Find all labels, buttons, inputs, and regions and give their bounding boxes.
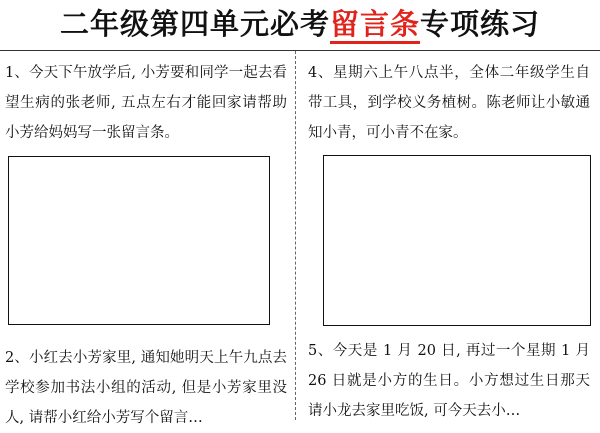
question-4: 4、星期六上午八点半，全体二年级学生自带工具，到学校义务植树。陈老师让小敏通知小青，可小青不在家。 [308, 65, 590, 141]
title-highlight: 留言条 [330, 7, 420, 44]
question-2: 2、小红去小芳家里, 通知她明天上午九点去学校参加书法小组的活动, 但是小芳家里没人, 请帮小红给小芳写个留言… [5, 350, 287, 426]
title-prefix: 二年级第四单元必考 [59, 7, 330, 41]
column-divider [295, 51, 296, 420]
question-1: 1、今天下午放学后, 小芳要和同学一起去看望生病的张老师, 五点左右才能回家请帮助小芳给妈妈写一张留言条。 [5, 65, 287, 141]
worksheet-title [0, 2, 600, 46]
answer-box-4[interactable] [323, 155, 591, 326]
question-5: 5、今天是 1 月 20 日, 再过一个星期 1 月 26 日就是小方的生日。小方想过生日那天请小龙去家里吃饭, 可今天去小… [308, 343, 590, 419]
title-divider [0, 50, 600, 51]
title-suffix: 专项练习 [420, 7, 541, 41]
answer-box-1[interactable] [8, 156, 270, 325]
